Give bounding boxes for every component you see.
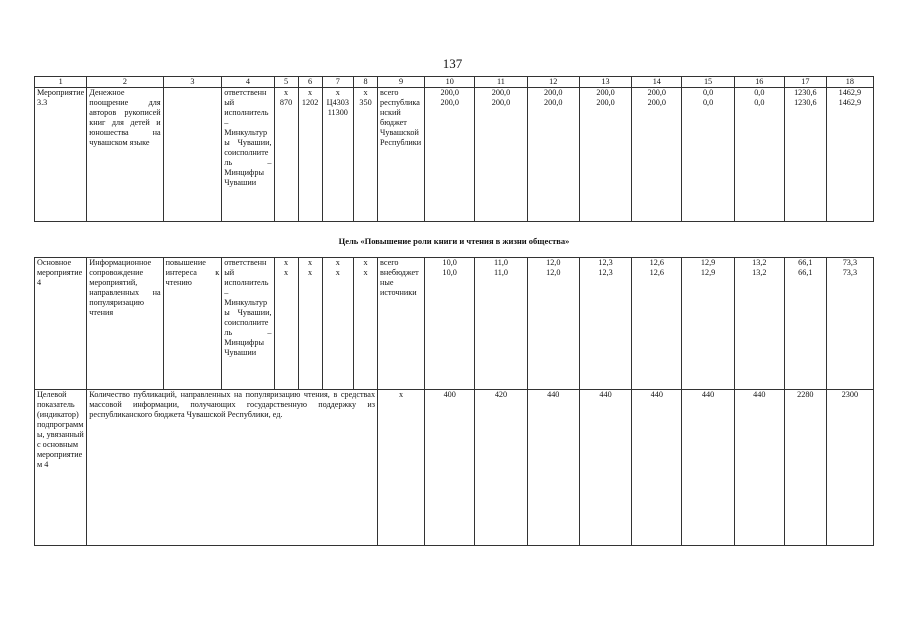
- header-cell: 5: [274, 77, 298, 88]
- value-line: x: [335, 268, 340, 277]
- measure-result: [163, 88, 222, 222]
- value-cell: [274, 88, 298, 222]
- value-cell: [579, 258, 631, 390]
- header-cell: 1: [35, 77, 87, 88]
- goal-heading: Цель «Повышение роли книги и чтения в жизни общества»: [338, 236, 570, 246]
- main-measure-description: Информационное сопровождение мероприятий, направленных на популяризацию чтения: [87, 258, 163, 390]
- value-line: x: [308, 88, 313, 97]
- value-line: 200,0: [491, 88, 511, 97]
- funding-line: всего: [380, 258, 399, 267]
- value-line: x: [284, 268, 289, 277]
- funding-line: всего: [380, 88, 399, 97]
- table-row: [35, 88, 874, 222]
- value-cell: [784, 88, 826, 222]
- funding-source-cell: [378, 258, 425, 390]
- header-cell: 10: [425, 77, 475, 88]
- value-line: 12,6: [649, 268, 664, 277]
- value-cell: [826, 88, 873, 222]
- value-line: 73,3: [842, 268, 858, 277]
- main-measure-result: повышение интереса к чтению: [163, 258, 222, 390]
- value-line: Ц4303 11300: [326, 98, 349, 117]
- page-number: 137: [442, 56, 463, 71]
- value-cell: [298, 88, 322, 222]
- value-cell: [579, 88, 631, 222]
- value-cell: [425, 258, 475, 390]
- value-cell: [298, 258, 322, 390]
- value-cell: [682, 88, 734, 222]
- value-cell: [354, 258, 378, 390]
- indicator-label: Целевой показатель (индикатор) подпрограммы, увязанный с основным мероприятием 4: [35, 390, 87, 546]
- value-line: 12,9: [700, 268, 716, 277]
- measure-description: Денежное поощрение для авторов рукописей книг для детей и юношества на чувашском языке: [87, 88, 163, 222]
- header-cell: 6: [298, 77, 322, 88]
- value-cell: [682, 258, 734, 390]
- header-cell: 11: [475, 77, 527, 88]
- header-cell: 15: [682, 77, 734, 88]
- header-cell: 7: [322, 77, 353, 88]
- indicator-value: 440: [527, 390, 579, 546]
- value-line: 66,1: [798, 258, 813, 267]
- value-cell: [527, 88, 579, 222]
- value-line: 200,0: [647, 98, 667, 107]
- value-line: 11,0: [493, 258, 508, 267]
- value-cell: [734, 258, 784, 390]
- value-line: 200,0: [491, 98, 511, 107]
- header-cell: 2: [87, 77, 163, 88]
- value-line: x: [335, 88, 340, 97]
- value-line: 13,2: [752, 258, 767, 267]
- indicator-value: 2300: [826, 390, 873, 546]
- indicator-value: 440: [682, 390, 734, 546]
- value-cell: [632, 258, 682, 390]
- indicator-x: x: [378, 390, 425, 546]
- value-cell: [784, 258, 826, 390]
- value-cell: [632, 88, 682, 222]
- value-line: 0,0: [702, 88, 714, 97]
- responsible-executor: ответственный исполнитель – Минкультуры Чувашии, соисполнитель – Минцифры Чувашии: [222, 88, 274, 222]
- value-line: 11,0: [493, 268, 508, 277]
- value-line: 200,0: [596, 98, 615, 107]
- value-line: x: [284, 258, 289, 267]
- header-cell: 4: [222, 77, 274, 88]
- value-line: 12,0: [546, 258, 561, 267]
- header-cell: 17: [784, 77, 826, 88]
- value-line: 200,0: [544, 88, 563, 97]
- header-cell: 14: [632, 77, 682, 88]
- value-line: 200,0: [544, 98, 563, 107]
- funding-source-cell: [378, 88, 425, 222]
- indicator-value: 420: [475, 390, 527, 546]
- value-cell: [322, 88, 353, 222]
- value-cell: [527, 258, 579, 390]
- value-line: 13,2: [752, 268, 767, 277]
- header-cell: 3: [163, 77, 222, 88]
- value-line: x: [308, 268, 313, 277]
- indicator-value: 440: [734, 390, 784, 546]
- indicator-value: 440: [579, 390, 631, 546]
- value-line: 200,0: [596, 88, 615, 97]
- value-cell: [425, 88, 475, 222]
- value-cell: [734, 88, 784, 222]
- table-main-measure-4: [34, 257, 874, 546]
- value-line: 10,0: [442, 258, 457, 267]
- value-line: 12,0: [546, 268, 561, 277]
- value-line: 870: [279, 98, 293, 107]
- indicator-value: 440: [632, 390, 682, 546]
- header-cell: 9: [378, 77, 425, 88]
- indicator-value: 400: [425, 390, 475, 546]
- value-cell: [274, 258, 298, 390]
- value-line: 200,0: [440, 88, 459, 97]
- funding-line: внебюджетные источники: [380, 268, 419, 297]
- value-line: x: [363, 88, 368, 97]
- value-line: x: [308, 258, 313, 267]
- table-row: [35, 258, 874, 390]
- header-cell: 13: [579, 77, 631, 88]
- value-line: 73,3: [842, 258, 858, 267]
- value-line: x: [363, 268, 368, 277]
- value-cell: [475, 258, 527, 390]
- measure-name: Мероприятие 3.3: [35, 88, 87, 222]
- value-line: 1462,9: [838, 88, 862, 97]
- value-line: 0,0: [702, 98, 714, 107]
- header-cell: 16: [734, 77, 784, 88]
- value-line: 1230,6: [794, 98, 817, 107]
- value-line: 0,0: [754, 98, 765, 107]
- value-line: 12,6: [649, 258, 664, 267]
- value-line: 350: [359, 98, 372, 107]
- value-line: 1462,9: [838, 98, 862, 107]
- value-line: 12,9: [700, 258, 716, 267]
- value-cell: [475, 88, 527, 222]
- value-cell: [354, 88, 378, 222]
- value-line: 0,0: [754, 88, 765, 97]
- value-cell: [826, 258, 873, 390]
- header-cell: 12: [527, 77, 579, 88]
- value-line: x: [335, 258, 340, 267]
- value-line: 12,3: [598, 258, 613, 267]
- value-line: x: [363, 258, 368, 267]
- value-cell: [322, 258, 353, 390]
- value-line: 200,0: [647, 88, 667, 97]
- value-line: 1230,6: [794, 88, 817, 97]
- header-cell: 18: [826, 77, 873, 88]
- value-line: 200,0: [440, 98, 459, 107]
- value-line: x: [284, 88, 289, 97]
- indicator-value: 2280: [784, 390, 826, 546]
- value-line: 10,0: [442, 268, 457, 277]
- main-measure-executor: ответственный исполнитель – Минкультуры Чувашии, соисполнитель – Минцифры Чувашии: [222, 258, 274, 390]
- value-line: 12,3: [598, 268, 613, 277]
- funding-line: республиканский бюджет Чувашской Республики: [380, 98, 422, 147]
- indicator-description: Количество публикаций, направленных на популяризацию чтения, в средствах массовой информации, получающих государственную поддержку из республиканского бюджета Чувашской Республики, ед.: [87, 390, 378, 546]
- header-cell: 8: [354, 77, 378, 88]
- value-line: 66,1: [798, 268, 813, 277]
- value-line: 1202: [301, 98, 319, 107]
- table-measure-3-3: [34, 76, 874, 222]
- header-row: [35, 77, 874, 88]
- indicator-row: [35, 390, 874, 546]
- main-measure-name: Основное мероприятие 4: [35, 258, 87, 390]
